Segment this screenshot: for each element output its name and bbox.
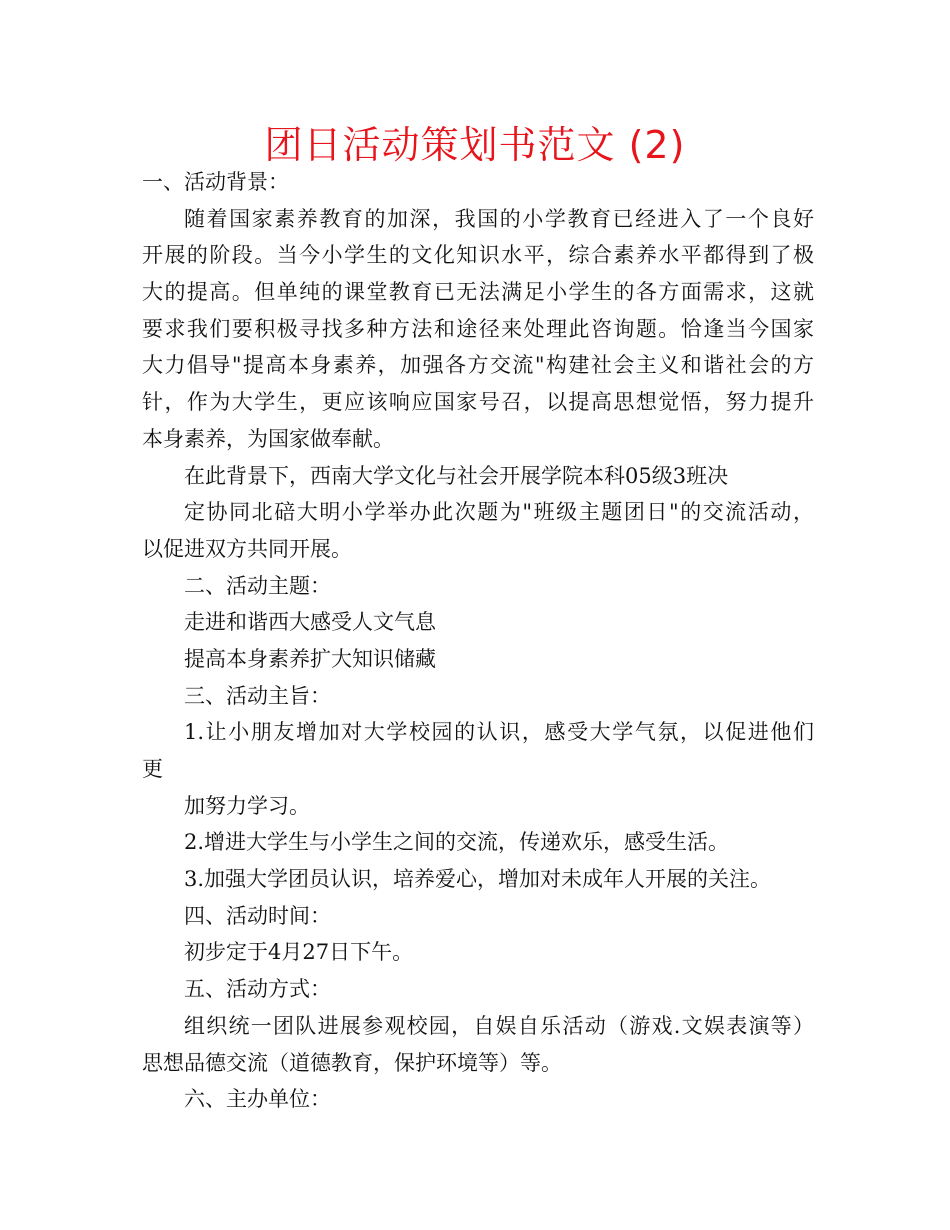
text-line: 要求我们要积极寻找多种方法和途径来处理此咨询题。恰逢当今国家	[142, 316, 814, 341]
text-line: 更	[142, 757, 163, 781]
text-line: 开展的阶段。当今小学生的文化知识水平，综合素养水平都得到了极	[142, 243, 814, 268]
text-line: 大的提高。但单纯的课堂教育已无法满足小学生的各方面需求，这就	[142, 280, 814, 305]
text-line: 1.让小朋友增加对大学校园的认识，感受大学气氛，以促进他们	[184, 720, 814, 745]
text-line: 定协同北碚大明小学举办此次题为"班级主题团日"的交流活动，	[184, 500, 814, 525]
document-title: 团日活动策划书范文 (2)	[264, 123, 686, 167]
text-line: 初步定于4月27日下午。	[184, 940, 414, 965]
text-line: 本身素养，为国家做奉献。	[142, 426, 394, 451]
text-line: 2.增进大学生与小学生之间的交流，传递欢乐，感受生活。	[184, 830, 730, 855]
text-line: 组织统一团队进展参观校园，自娱自乐活动（游戏.文娱表演等）	[184, 1013, 814, 1038]
text-line: 针，作为大学生，更应该响应国家号召，以提高思想觉悟，努力提升	[142, 390, 814, 415]
text-line: 提高本身素养扩大知识储藏	[184, 646, 436, 671]
text-line: 加努力学习。	[184, 793, 310, 818]
text-line: 三、活动主旨：	[184, 683, 331, 708]
text-line: 在此背景下，西南大学文化与社会开展学院本科05级3班决	[184, 463, 729, 488]
text-line: 以促进双方共同开展。	[142, 536, 352, 561]
text-line: 走进和谐西大感受人文气息	[184, 610, 436, 635]
text-line: 思想品德交流（道德教育，保护环境等）等。	[142, 1050, 562, 1075]
text-line: 二、活动主题：	[184, 573, 331, 598]
text-line: 六、主办单位：	[184, 1087, 331, 1112]
document-body	[142, 164, 814, 1118]
text-line: 大力倡导"提高本身素养，加强各方交流"构建社会主义和谐社会的方	[142, 353, 814, 378]
text-line: 3.加强大学团员认识，培养爱心，增加对未成年人开展的关注。	[184, 867, 772, 892]
text-line: 随着国家素养教育的加深，我国的小学教育已经进入了一个良好	[184, 206, 814, 231]
text-line: 五、活动方式：	[184, 977, 331, 1002]
text-line: 一、活动背景：	[142, 170, 289, 194]
text-line: 四、活动时间：	[184, 903, 331, 928]
